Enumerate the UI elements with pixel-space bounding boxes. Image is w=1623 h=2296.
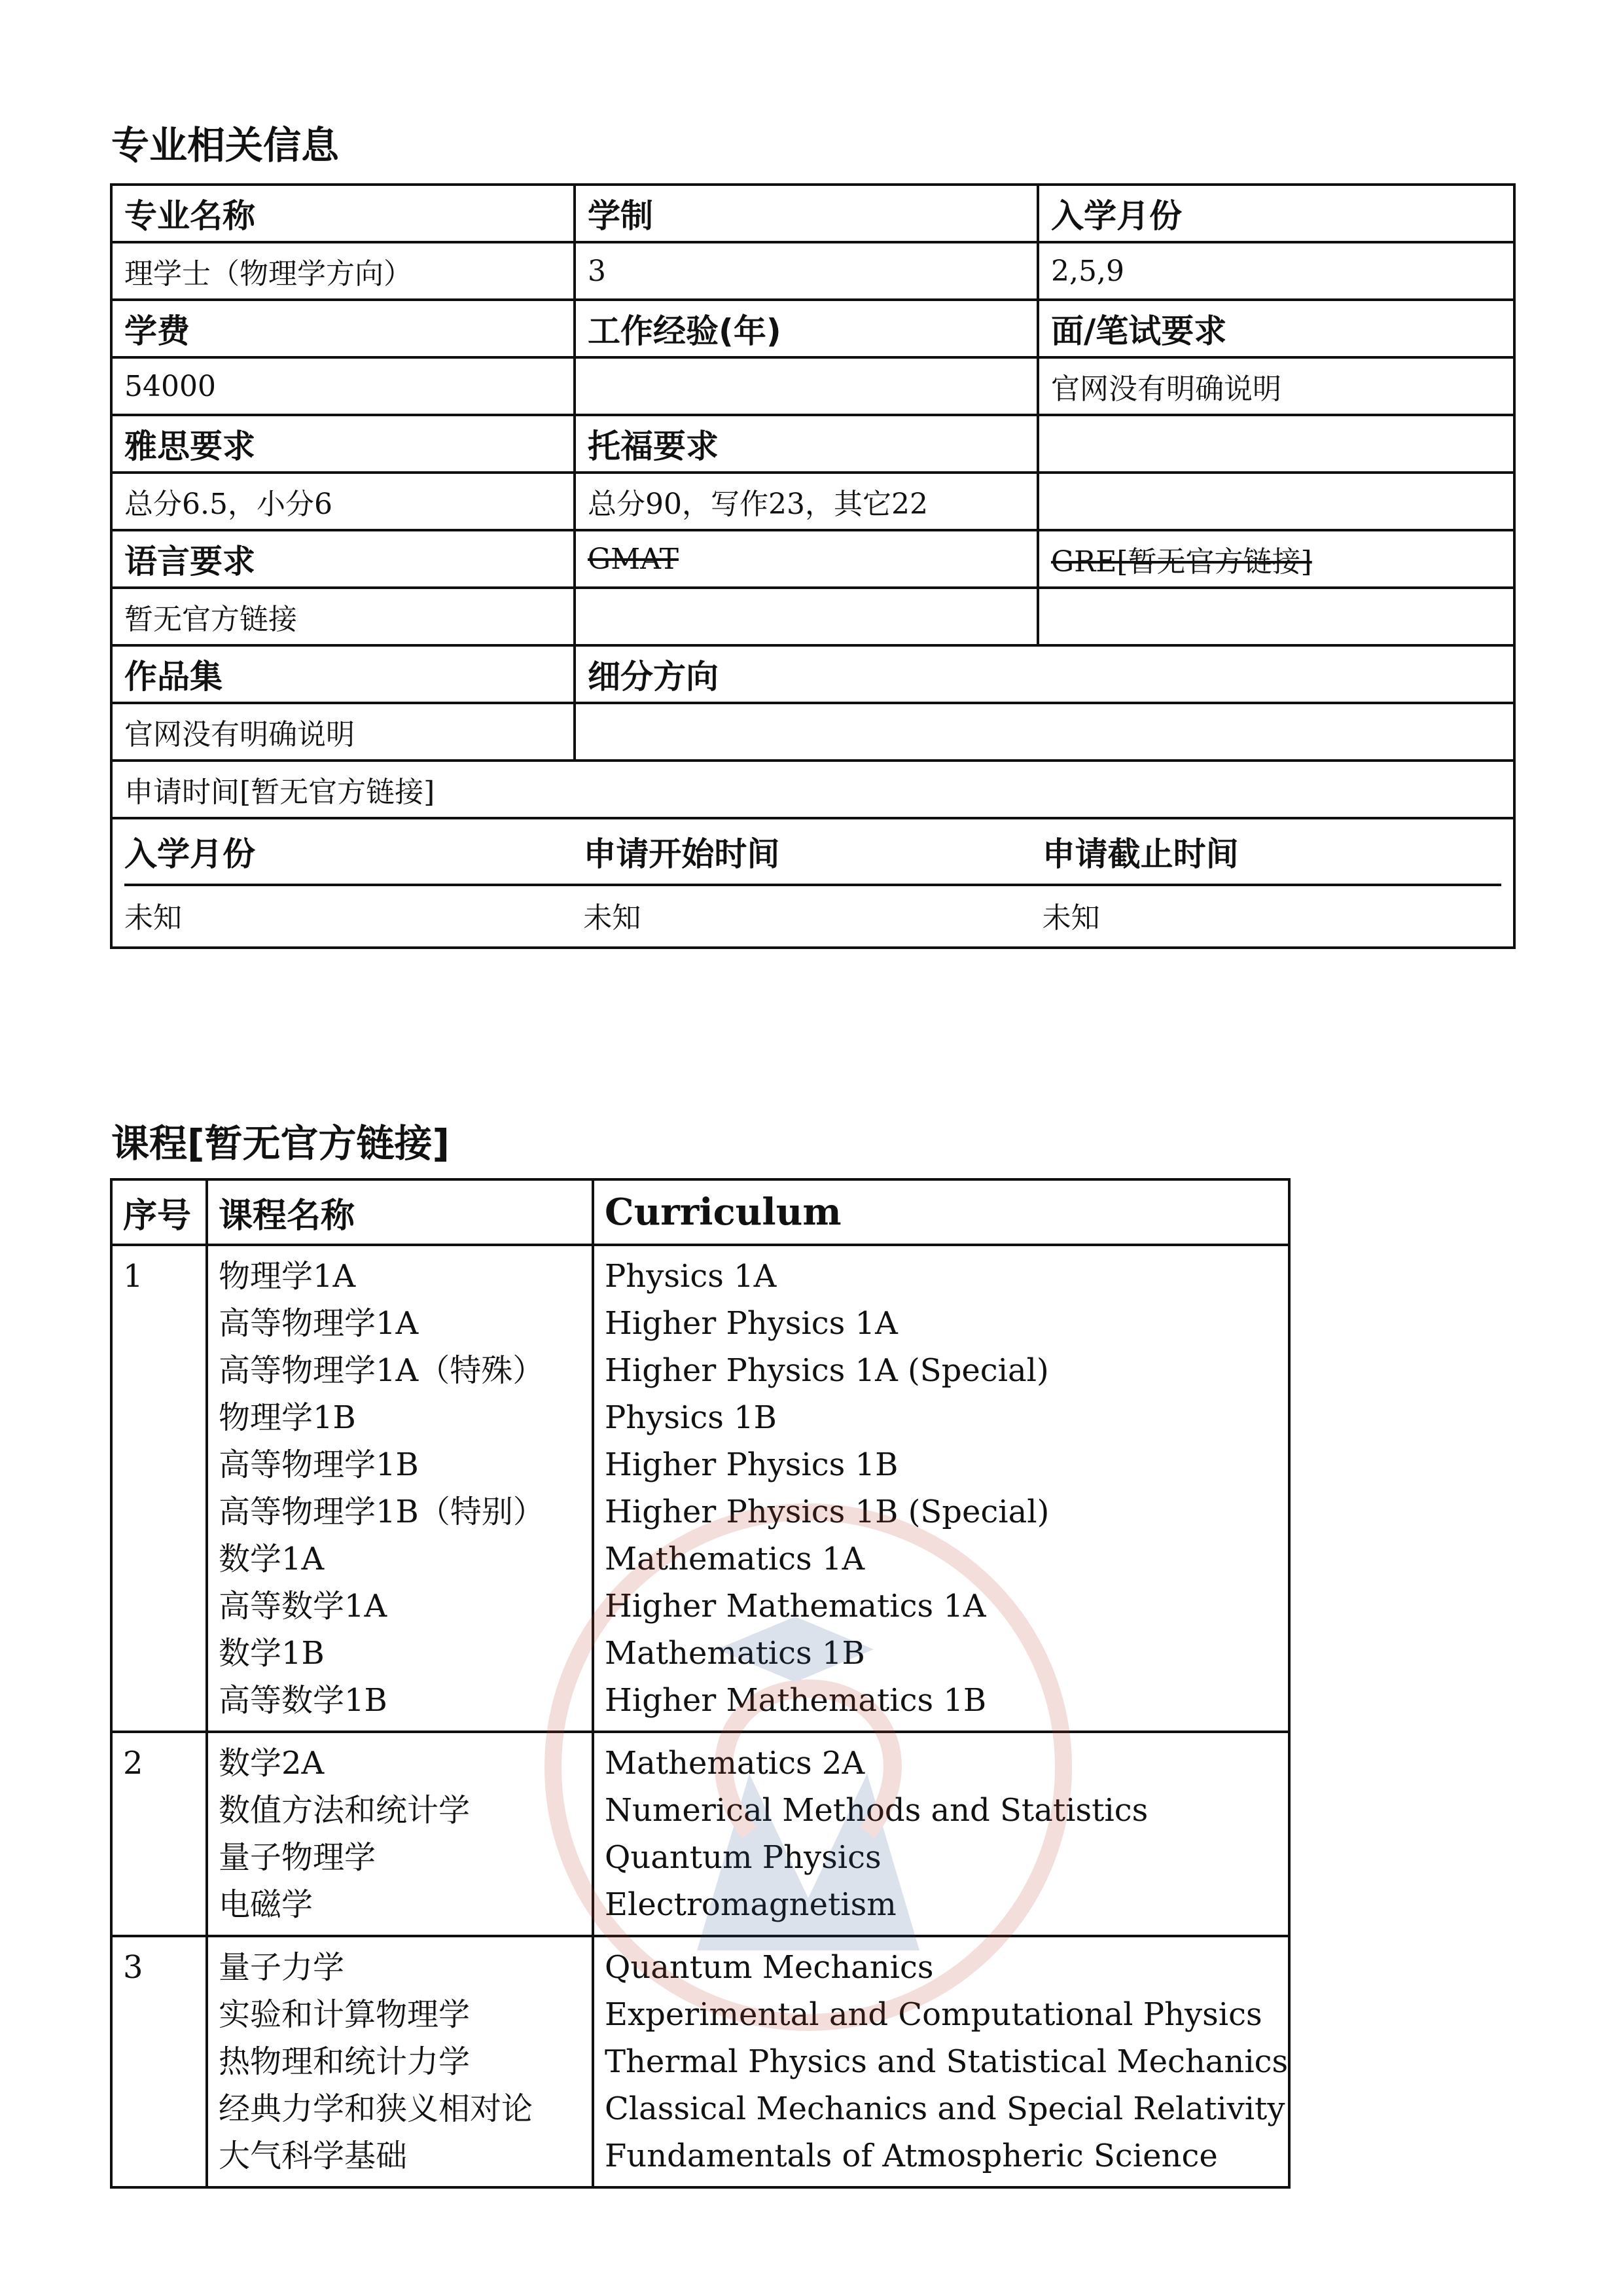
apply-header-intake: 入学月份	[124, 819, 583, 885]
value-ielts: 总分6.5，小分6	[111, 473, 575, 530]
list-item: Experimental and Computational Physics	[605, 1996, 1262, 2033]
list-item: Higher Physics 1B	[605, 1446, 899, 1483]
course-section-title: 课程[暂无官方链接]	[111, 1121, 450, 1166]
apply-value-intake: 未知	[124, 901, 182, 935]
list-item: Higher Physics 1A	[605, 1305, 898, 1342]
list-item: 量子物理学	[219, 1839, 376, 1876]
course-cn-list	[207, 1936, 593, 2187]
course-cn-list	[207, 1732, 593, 1936]
list-item: 高等物理学1A（特殊）	[219, 1352, 544, 1389]
list-item: Higher Mathematics 1B	[605, 1682, 987, 1719]
list-item: 电磁学	[219, 1886, 313, 1923]
year-number: 1	[111, 1245, 207, 1732]
apply-value-deadline: 未知	[1042, 901, 1100, 935]
year-number: 2	[111, 1732, 207, 1936]
list-item: 物理学1B	[219, 1399, 356, 1436]
header-ielts: 雅思要求	[111, 415, 575, 473]
list-item: Classical Mechanics and Special Relativity	[605, 2090, 1285, 2127]
list-item: Thermal Physics and Statistical Mechanics	[605, 2043, 1289, 2080]
table-row	[111, 415, 1514, 473]
table-row	[111, 473, 1514, 530]
list-item: 高等物理学1B	[219, 1446, 419, 1483]
table-row	[111, 645, 1514, 703]
header-language-requirement: 语言要求	[111, 530, 575, 588]
value-interview-requirement: 官网没有明确说明	[1038, 357, 1514, 415]
list-item: 数学1A	[219, 1541, 325, 1577]
course-cn-list	[207, 1245, 593, 1732]
list-item: Quantum Physics	[605, 1839, 882, 1876]
value-intake-month: 2,5,9	[1038, 242, 1514, 300]
header-program-name: 专业名称	[111, 185, 575, 242]
value-work-experience	[575, 357, 1038, 415]
course-en-list	[593, 1936, 1289, 2187]
apply-time-container	[111, 818, 1514, 948]
list-item: Higher Mathematics 1A	[605, 1588, 986, 1624]
list-item: 高等数学1B	[219, 1682, 387, 1719]
table-row	[111, 300, 1514, 357]
list-item: Higher Physics 1A (Special)	[605, 1352, 1049, 1389]
table-row	[111, 357, 1514, 415]
list-item: 大气科学基础	[219, 2138, 408, 2174]
apply-time-row	[111, 818, 1514, 948]
value-toefl: 总分90，写作23，其它22	[575, 473, 1038, 530]
table-row	[111, 242, 1514, 300]
year-number: 3	[111, 1936, 207, 2187]
header-number: 序号	[111, 1179, 207, 1245]
list-item: Physics 1B	[605, 1399, 777, 1436]
value-language-requirement: 暂无官方链接	[111, 588, 575, 645]
header-duration: 学制	[575, 185, 1038, 242]
table-row	[111, 588, 1514, 645]
apply-time-label: 申请时间[暂无官方链接]	[111, 761, 1514, 818]
list-item: Mathematics 1A	[605, 1541, 865, 1577]
header-curriculum: Curriculum	[593, 1179, 1289, 1245]
table-row	[111, 761, 1514, 818]
list-item: Physics 1A	[605, 1258, 777, 1295]
list-item: Quantum Mechanics	[605, 1949, 934, 1986]
course-en-list	[593, 1732, 1289, 1936]
table-row	[124, 819, 1501, 885]
value-portfolio: 官网没有明确说明	[111, 703, 575, 761]
course-table	[110, 1178, 1291, 2189]
header-toefl: 托福要求	[575, 415, 1038, 473]
table-row	[124, 885, 1501, 944]
list-item: 数值方法和统计学	[219, 1792, 471, 1829]
header-gmat: GMAT	[575, 530, 1038, 588]
value-duration: 3	[575, 242, 1038, 300]
table-row	[111, 703, 1514, 761]
list-item: Higher Physics 1B (Special)	[605, 1494, 1050, 1530]
table-row	[111, 1732, 1289, 1936]
apply-value-start: 未知	[583, 901, 641, 935]
header-work-experience: 工作经验(年)	[575, 300, 1038, 357]
value-gmat	[575, 588, 1038, 645]
list-item: Electromagnetism	[605, 1886, 897, 1923]
empty-cell	[1038, 415, 1514, 473]
program-info-table	[110, 183, 1516, 949]
header-intake-month: 入学月份	[1038, 185, 1514, 242]
list-item: 物理学1A	[219, 1258, 356, 1295]
list-item: 数学1B	[219, 1635, 325, 1672]
value-program-name: 理学士（物理学方向）	[111, 242, 575, 300]
list-item: 高等数学1A	[219, 1588, 387, 1624]
list-item: Mathematics 1B	[605, 1635, 865, 1672]
table-row	[111, 530, 1514, 588]
list-item: 高等物理学1A	[219, 1305, 419, 1342]
header-specialization: 细分方向	[575, 645, 1514, 703]
header-portfolio: 作品集	[111, 645, 575, 703]
header-tuition: 学费	[111, 300, 575, 357]
course-en-list	[593, 1245, 1289, 1732]
table-row	[111, 1245, 1289, 1732]
list-item: 数学2A	[219, 1745, 325, 1782]
value-tuition: 54000	[111, 357, 575, 415]
value-specialization	[575, 703, 1514, 761]
header-course-name: 课程名称	[207, 1179, 593, 1245]
apply-header-start: 申请开始时间	[583, 819, 1042, 885]
table-row	[111, 1936, 1289, 2187]
list-item: 热物理和统计力学	[219, 2043, 471, 2080]
apply-time-table	[124, 819, 1501, 944]
table-row	[111, 185, 1514, 242]
list-item: 经典力学和狭义相对论	[219, 2090, 533, 2127]
list-item: Numerical Methods and Statistics	[605, 1792, 1149, 1829]
empty-cell	[1038, 473, 1514, 530]
header-interview-requirement: 面/笔试要求	[1038, 300, 1514, 357]
list-item: Mathematics 2A	[605, 1745, 865, 1782]
list-item: 高等物理学1B（特别）	[219, 1494, 544, 1530]
table-row	[111, 1179, 1289, 1245]
list-item: 实验和计算物理学	[219, 1996, 471, 2033]
apply-header-deadline: 申请截止时间	[1043, 819, 1501, 885]
list-item: Fundamentals of Atmospheric Science	[605, 2138, 1218, 2174]
list-item: 量子力学	[219, 1949, 345, 1986]
info-section-title: 专业相关信息	[111, 123, 340, 168]
header-gre: GRE[暂无官方链接]	[1038, 530, 1514, 588]
value-gre	[1038, 588, 1514, 645]
